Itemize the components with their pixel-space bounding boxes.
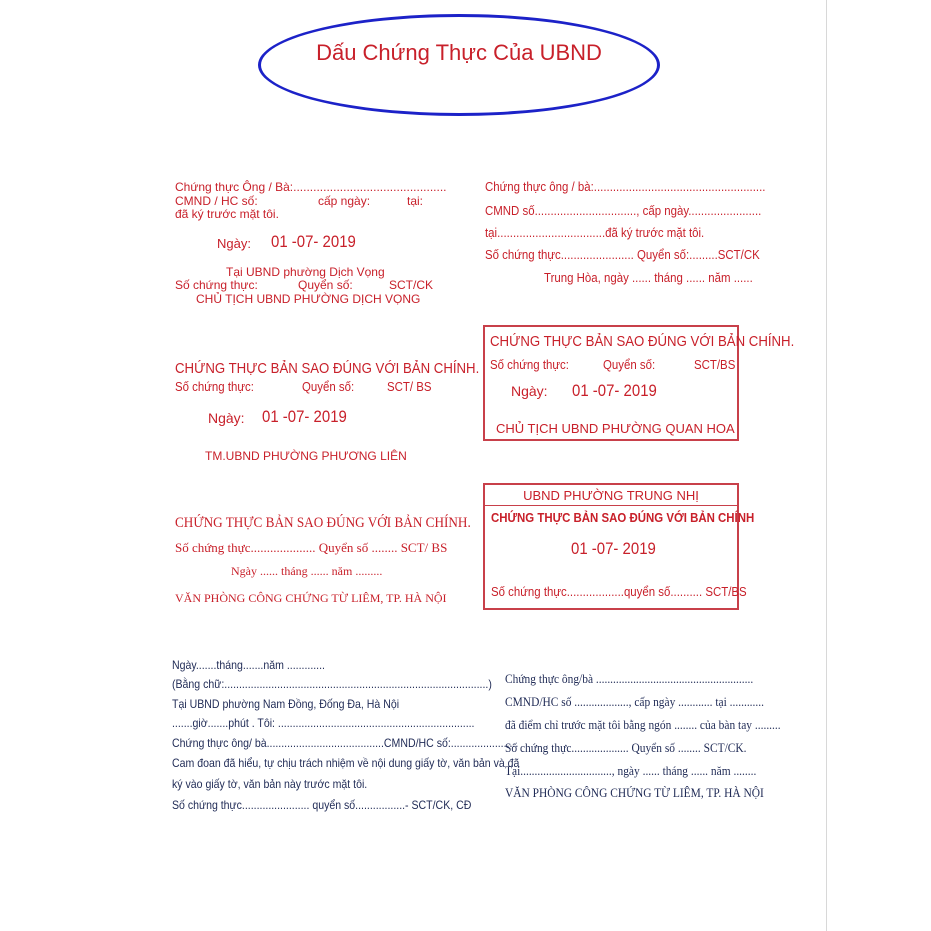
text: Quyển số:: [298, 278, 353, 292]
text: Ngày ...... tháng ...... năm .........: [231, 564, 383, 578]
text: CMND / HC số:: [175, 194, 258, 208]
text: Tại UBND phường Dịch Vọng: [226, 265, 385, 279]
text: Tại UBND phường Nam Đồng, Đống Đa, Hà Nội: [172, 697, 400, 711]
date: 01 -07- 2019: [571, 539, 656, 558]
text: Số chứng thực.................... Quyển số ........ SCT/CK.: [505, 740, 747, 755]
stamp-trung-nhi: [483, 483, 755, 610]
text: Số chứng thực....................... Quyển số:.........SCT/CK: [485, 247, 760, 262]
text: .......giờ.......phút . Tôi: ...................................................................: [172, 716, 475, 730]
date-label: Ngày:: [511, 383, 548, 399]
text: Chứng thực Ông / Bà:..............................................: [175, 180, 447, 194]
text: CMND/HC số ..................., cấp ngày ............ tại ............: [505, 694, 764, 709]
text: cấp ngày:: [318, 194, 371, 208]
text: SCT/BS: [694, 357, 736, 372]
text: Quyển số:: [302, 379, 355, 394]
stamp-quan-hoa: [483, 325, 795, 441]
text: Số chứng thực.................... Quyển số ........ SCT/ BS: [175, 540, 448, 555]
page-edge: [826, 0, 827, 931]
text: Chứng thực ông/ bà........................................CMND/HC số:.......................: [172, 736, 519, 750]
text: ký vào giấy tờ, văn bản này trước mặt tôi.: [172, 777, 368, 791]
text: SCT/CK: [389, 278, 434, 292]
text: CHỦ TỊCH UBND PHƯỜNG DỊCH VỌNG: [196, 292, 421, 306]
text: CMND số................................, cấp ngày.......................: [485, 203, 762, 218]
text: TM.UBND PHƯỜNG PHƯƠNG LIÊN: [205, 449, 407, 463]
text: VĂN PHÒNG CÔNG CHỨNG TỪ LIÊM, TP. HÀ NỘI: [505, 785, 764, 800]
text: Số chứng thực:: [490, 357, 569, 372]
page-title: Dấu Chứng Thực Của UBND: [316, 40, 602, 65]
text: đã ký trước mặt tôi.: [175, 207, 279, 221]
text: đã điểm chỉ trước mặt tôi bằng ngón ........ của bàn tay .........: [505, 717, 781, 732]
text: Số chứng thực....................... quyển số.................- SCT/CK, CĐ: [172, 798, 472, 812]
date: 01 -07- 2019: [572, 381, 657, 400]
text: Cam đoan đã hiểu, tự chịu trách nhiệm về nội dung giấy tờ, văn bản và đã: [172, 756, 520, 770]
text: Trung Hòa, ngày ...... tháng ...... năm ......: [544, 270, 753, 285]
text: Chứng thực ông/bà .......................................................: [505, 671, 754, 686]
text: VĂN PHÒNG CÔNG CHỨNG TỪ LIÊM, TP. HÀ NỘI: [175, 591, 447, 605]
date: 01 -07- 2019: [271, 232, 356, 251]
date-label: Ngày:: [208, 410, 245, 426]
text: CHỨNG THỰC BẢN SAO ĐÚNG VỚI BẢN CHÍNH.: [175, 360, 480, 377]
text: tại:: [407, 194, 424, 208]
divider: [485, 505, 737, 506]
stamp-header: UBND PHƯỜNG TRUNG NHỊ: [523, 488, 699, 503]
text: Số chứng thực:: [175, 278, 258, 292]
date: 01 -07- 2019: [262, 407, 347, 426]
text: CHỦ TỊCH UBND PHƯỜNG QUAN HOA: [496, 421, 735, 436]
text: Ngày.......tháng.......năm .............: [172, 658, 325, 672]
text: Quyển số:: [603, 357, 656, 372]
text: tại..................................đã ký trước mặt tôi.: [485, 225, 705, 240]
text: CHỨNG THỰC BẢN SAO ĐÚNG VỚI BẢN CHÍNH: [491, 510, 755, 525]
text: (Bằng chữ:..........................................................................................): [172, 677, 492, 691]
text: CHỨNG THỰC BẢN SAO ĐÚNG VỚI BẢN CHÍNH.: [175, 515, 471, 531]
text: Chứng thực ông / bà:......................................................: [485, 179, 766, 194]
text: SCT/ BS: [387, 379, 432, 394]
date-label: Ngày:: [217, 236, 251, 251]
text: CHỨNG THỰC BẢN SAO ĐÚNG VỚI BẢN CHÍNH.: [490, 333, 795, 350]
text: Số chứng thực:: [175, 379, 254, 394]
text: Tại................................, ngày ...... tháng ...... năm ........: [505, 763, 757, 778]
text: Số chứng thực..................quyển số.......... SCT/BS: [491, 584, 747, 599]
